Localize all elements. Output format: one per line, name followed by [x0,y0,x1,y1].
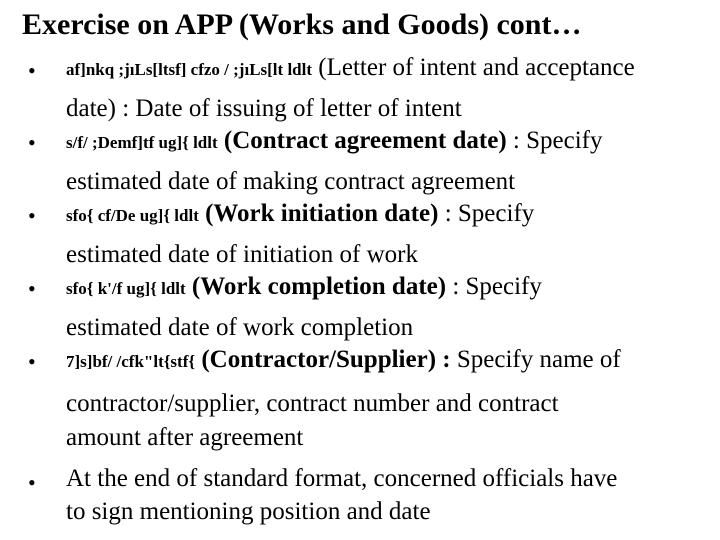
slide-title: Exercise on APP (Works and Goods) cont… [22,8,582,41]
item-1-line-1 [66,54,635,82]
item-3-line-1 [66,200,534,228]
item-5-line-3: amount after agreement [66,424,304,451]
item-4-line-1 [66,273,542,301]
item-2-desc: : Specify [506,127,603,154]
item-2-term: (Contract agreement date) [217,127,507,154]
item-2-line-2: estimated date of making contract agreement [66,168,516,195]
item-3-desc: : Specify [438,200,535,227]
item-1-nepali-text: af]nkq ;jıLs[ltsf] cfzo / ;jıLs[lt ldlt [66,60,313,79]
item-1-desc: (Letter of intent and acceptance [312,54,635,81]
item-3-line-2: estimated date of initiation of work [66,241,418,268]
item-3-nepali-text: sfo{ cf/De ug]{ ldlt [66,206,199,225]
item-4-nepali-text: sfo{ k'/f ug]{ ldlt [66,279,186,298]
item-6-line-2: to sign mentioning position and date [66,498,431,525]
bullet-2: • [28,130,36,155]
item-5-nepali-text: 7]s]bf/ /cfk"lt{stf{ [66,352,196,371]
item-5-desc: Specify name of [450,346,621,373]
item-6-line-1: At the end of standard format, concerned officials have [66,465,618,492]
item-5-term: (Contractor/Supplier) : [195,346,451,373]
item-4-desc: : Specify [446,273,542,300]
item-4-line-2: estimated date of work completion [66,314,414,341]
bullet-3: • [28,203,36,228]
item-3-term: (Work initiation date) [198,200,439,227]
item-1-line-2: date) : Date of issuing of letter of intent [66,95,462,122]
bullet-1: • [28,58,36,83]
item-5-line-2: contractor/supplier, contract number and contract [66,390,559,417]
bullet-4: • [28,276,36,301]
item-2-line-1 [66,127,602,155]
item-5-line-1 [66,346,621,374]
item-4-term: (Work completion date) [185,273,447,300]
bullet-6: • [28,470,36,495]
item-2-nepali-text: s/f/ ;Demf]tf ug]{ ldlt [66,133,218,152]
bullet-5: • [28,349,36,374]
